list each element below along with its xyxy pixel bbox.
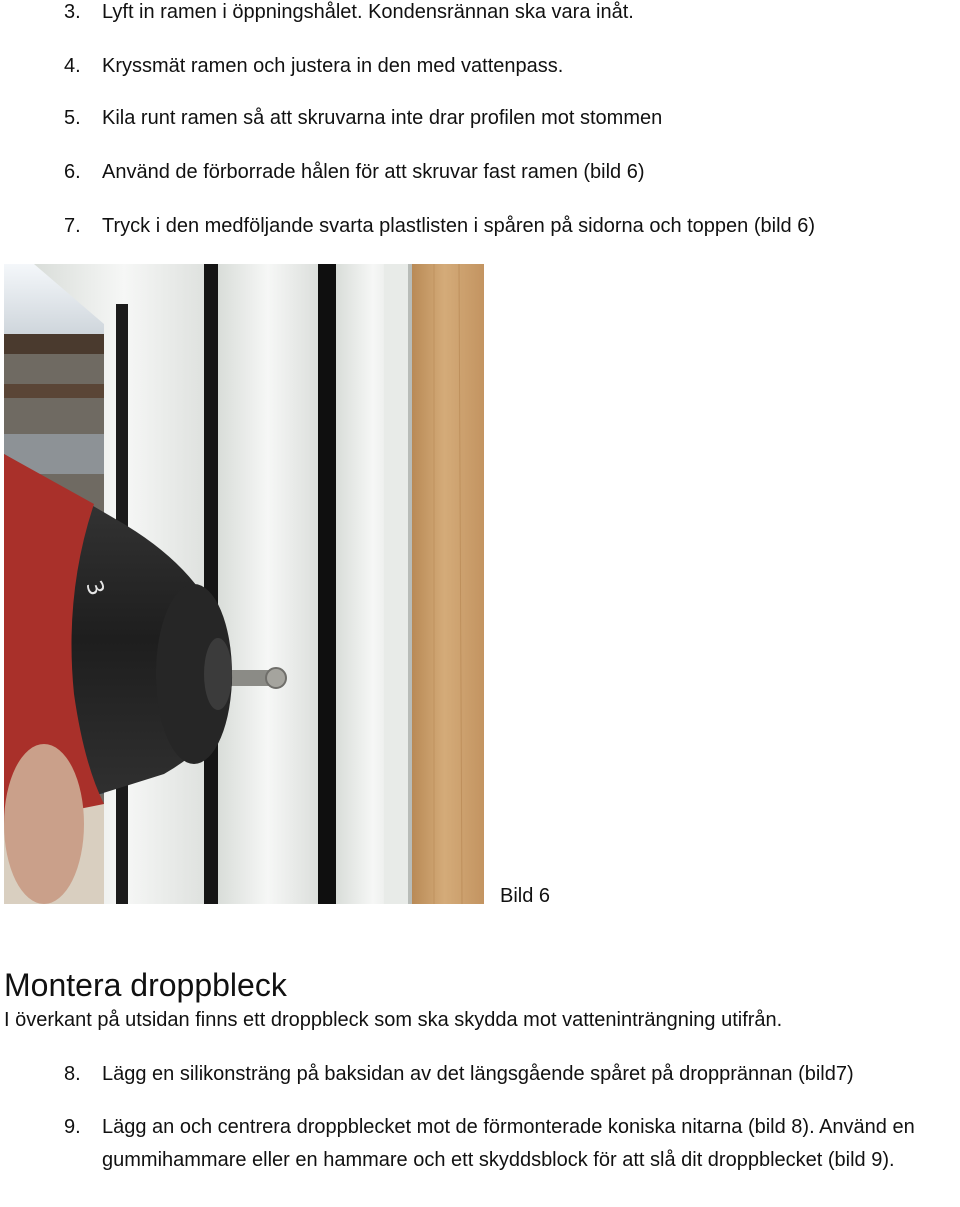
intro-text: I överkant på utsidan finns ett droppbleck som ska skydda mot vatteninträngning utifrån. [4, 1009, 783, 1031]
figure-caption: Bild 6 [500, 885, 551, 907]
step-text: Kryssmät ramen och justera in den med vattenpass. [102, 55, 564, 77]
step-text: Tryck i den medföljande svarta plastlisten i spåren på sidorna och toppen (bild 6) [102, 215, 815, 237]
svg-text:3: 3 [80, 577, 109, 600]
step-text: Kila runt ramen så att skruvarna inte drar profilen mot stommen [102, 107, 663, 129]
step-text: Använd de förborrade hålen för att skruvar fast ramen (bild 6) [102, 161, 645, 183]
step-number: 5. [64, 107, 81, 129]
step-number: 9. [64, 1116, 81, 1138]
step-number: 7. [64, 215, 81, 237]
step-text: Lyft in ramen i öppningshålet. Kondensrännan ska vara inåt. [102, 1, 634, 23]
step-text: Lägg en silikonsträng på baksidan av det längsgående spåret på dropprännan (bild7) [102, 1063, 854, 1085]
photo-drill-window-frame-icon [4, 264, 484, 904]
step-9-text: Lägg an och centrera droppblecket mot de förmonterade koniska nitarna (bild 8). Använd en gummihammare eller en hammare och ett skyddsblock för att slå dit droppblecket (bild 9). [102, 1116, 915, 1171]
section-intro [4, 1008, 782, 1032]
step-number: 3. [64, 1, 81, 23]
step-number: 4. [64, 55, 81, 77]
step-number: 6. [64, 161, 81, 183]
section-heading: Montera droppbleck [4, 966, 287, 1003]
photo-illustration [4, 264, 484, 904]
step-number: 8. [64, 1063, 81, 1085]
